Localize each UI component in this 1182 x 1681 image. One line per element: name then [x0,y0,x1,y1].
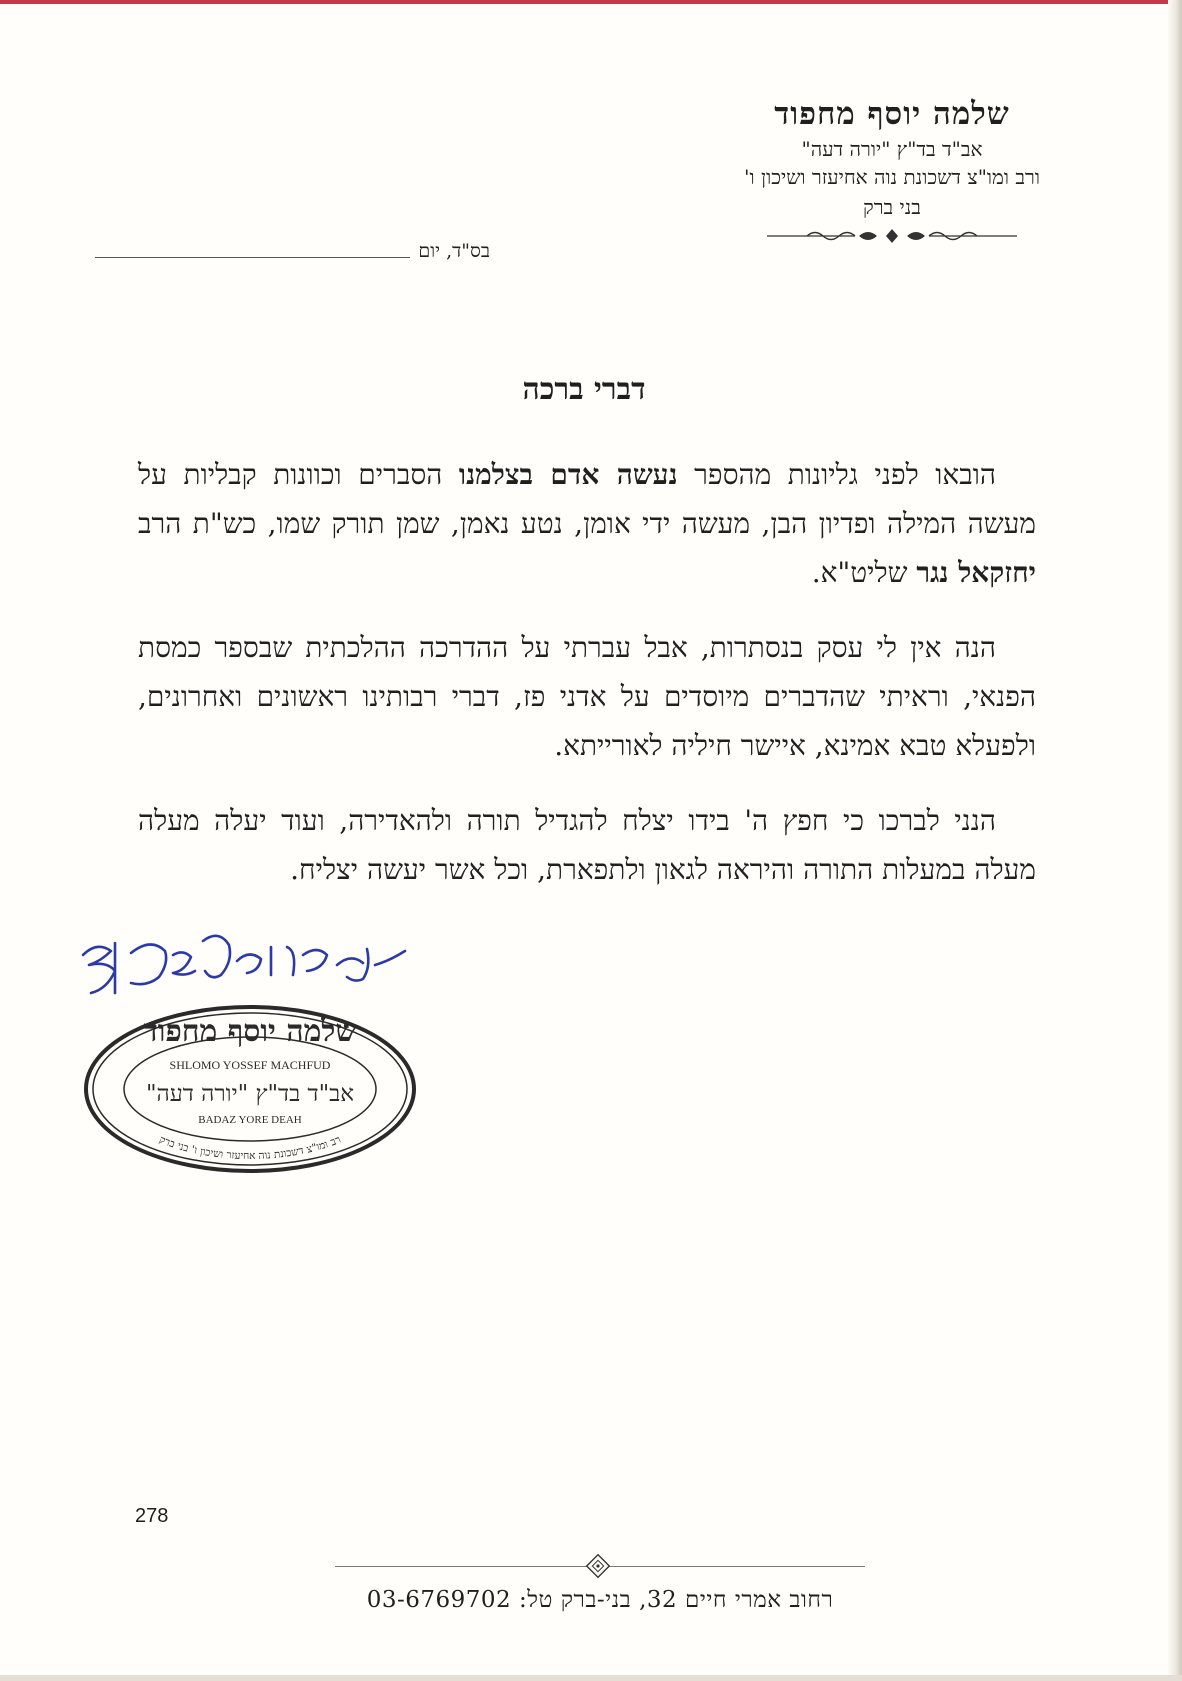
letterhead-title: אב"ד בד"ץ "יורה דעה" [801,137,983,161]
signature-strokes [83,936,405,993]
handwritten-signature [75,925,415,1010]
paragraph-1-part-3: שליט"א. [811,556,917,589]
rabbinic-seal-stamp [82,1003,418,1175]
stamp-english-name: SHLOMO YOSSEF MACHFUD [169,1058,331,1072]
stamp-hebrew-title: אב"ד בד"ץ "יורה דעה" [145,1081,355,1107]
page-right-edge [1168,0,1182,1681]
date-fill-line [95,256,410,258]
page-top-edge [0,0,1182,4]
letter-body [138,450,1036,920]
letterhead-name: שלמה יוסף מחפוד [774,96,1010,132]
letter-heading: דברי ברכה [522,372,646,407]
book-title: נעשה אדם בצלמנו [458,458,678,491]
date-line [95,240,490,263]
paragraph-3: הנני לברכו כי חפץ ה' בידו יצלח להגדיל תורה ולהאדירה, ועוד יעלה מעלה מעלה במעלות התורה והיראה לגאון ולתפארת, וכל אשר יעשה יצליח. [138,804,1036,886]
paragraph-1-part-1: הובאו לפני גליונות מהספר [677,458,996,491]
paragraph-1-part-2: הסברים וכוונות קבליות על מעשה המילה ופדיון הבן, מעשה ידי אומן, נטע נאמן, שמן תורק שמו, כש"ת הרב [138,458,1036,540]
paragraph-1 [138,450,1036,597]
stamp-ring-text-path: רב ומו"צ דשכונת נוה אחיעזר ושיכון ו' בני ברק [157,1133,343,1163]
diamond-ornament-icon [585,1553,611,1579]
letterhead-rabbi-line: ורב ומו"צ דשכונת נוה אחיעזר ושיכון ו' [744,165,1040,189]
ornament-divider-icon [767,227,1017,245]
letterhead-city: בני ברק [863,195,921,219]
stamp-ink [86,1007,414,1171]
stamp-english-title: BADAZ YORE DEAH [198,1114,302,1126]
page-number: 278 [135,1505,169,1527]
paragraph-2: הנה אין לי עסק בנסתרות, אבל עברתי על ההדרכה ההלכתית שבספר כמסת הפנאי, וראיתי שהדברים מיוסדים על אדני פז, דברי רבותינו ראשונים ואחרונים, ולפעלא טבא אמינא, איישר חיליה לאורייתא. [138,631,1036,762]
author-name: יחזקאל נגר [916,556,1036,589]
stamp-hebrew-name: שלמה יוסף מחפוד [143,1014,357,1049]
page-bottom-edge [0,1675,1182,1681]
footer-address: רחוב אמרי חיים 32, בני-ברק טל: 03-6769702 [366,1587,834,1613]
date-label: בס"ד, יום [418,240,490,262]
letterhead [682,96,1102,245]
